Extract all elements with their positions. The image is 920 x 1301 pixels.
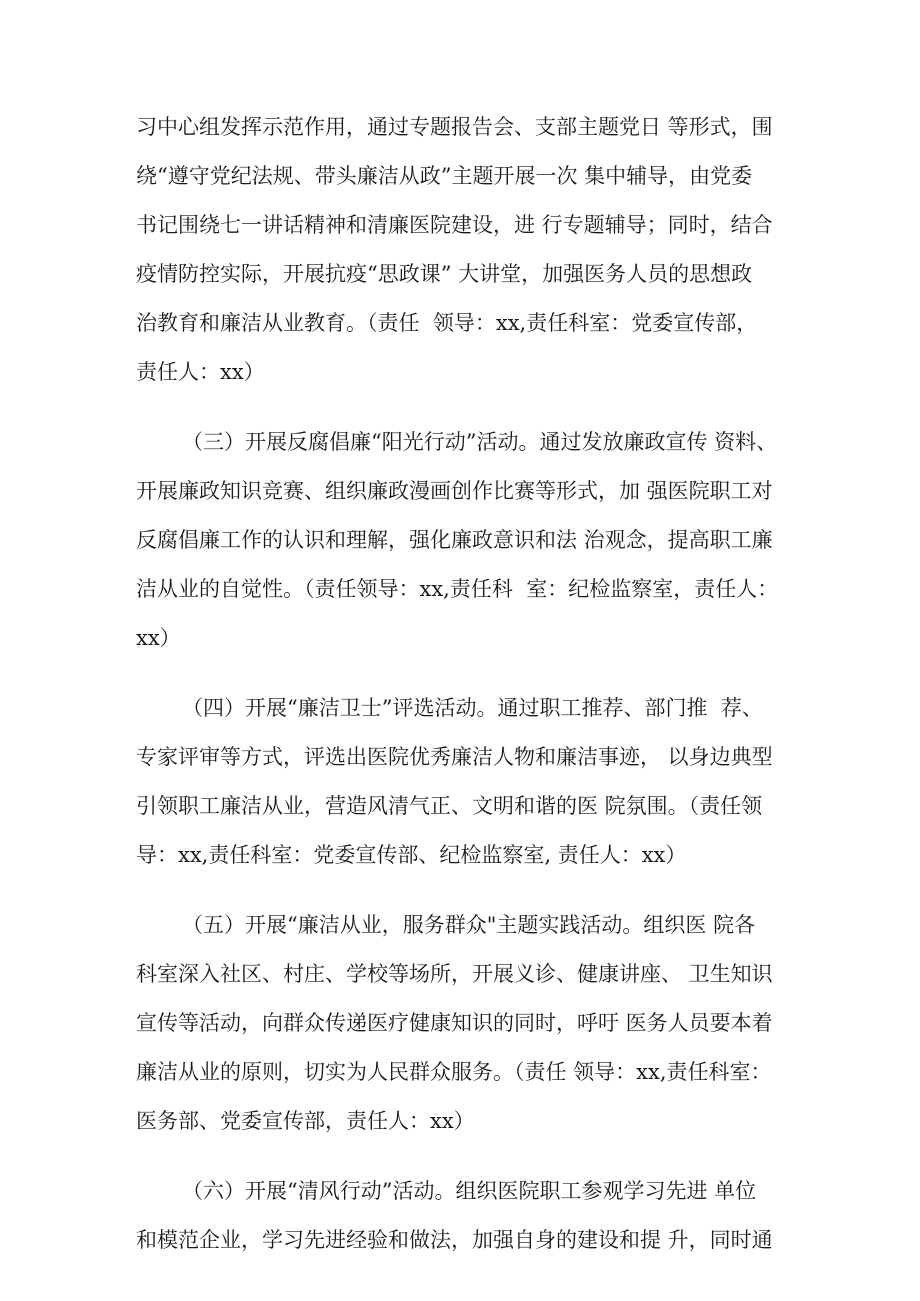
text-line: 和模范企业，学习先进经验和做法，加强自身的建设和提 升，同时通 xyxy=(136,1228,773,1252)
text-line: xx） xyxy=(136,626,181,650)
text-line: 洁从业的自觉性。（责任领导：xx,责任科 室：纪检监察室，责任人： xyxy=(136,577,779,601)
text-line: 宣传等活动，向群众传递医疗健康知识的同时，呼吁 医务人员要本着 xyxy=(136,1011,773,1035)
text-line: 引领职工廉洁从业，营造风清气正、文明和谐的医 院氛围。（责任领 xyxy=(136,794,763,818)
text-line: 绕“遵守党纪法规、带头廉洁从政”主题开展一次 集中辅导，由党委 xyxy=(136,164,753,188)
text-line: （三）开展反腐倡廉“阳光行动”活动。通过发放廉政宣传 资料、 xyxy=(182,430,778,454)
text-line: 反腐倡廉工作的认识和理解，强化廉政意识和法 治观念，提高职工廉 xyxy=(136,528,773,552)
text-line: 书记围绕七一讲话精神和清廉医院建设，进 行专题辅导；同时，结合 xyxy=(136,213,773,237)
text-line: 习中心组发挥示范作用，通过专题报告会、支部主题党日 等形式，围 xyxy=(136,115,773,139)
text-line: 治教育和廉洁从业教育。（责任 领导：xx,责任科室：党委宣传部， xyxy=(136,311,758,335)
text-line: 廉洁从业的原则，切实为人民群众服务。（责任 领导：xx,责任科室： xyxy=(136,1060,772,1084)
text-line: 科室深入社区、村庄、学校等场所，开展义诊、健康讲座、 卫生知识 xyxy=(136,962,773,986)
text-line: （六）开展“清风行动”活动。组织医院职工参观学习先进 单位 xyxy=(182,1179,757,1203)
text-line: 导：xx,责任科室：党委宣传部、纪检监察室, 责任人：xx） xyxy=(136,843,687,867)
text-line: 专家评审等方式，评选出医院优秀廉洁人物和廉洁事迹， 以身边典型 xyxy=(136,745,773,769)
text-line: 疫情防控实际，开展抗疫“思政课” 大讲堂，加强医务人员的思想政 xyxy=(136,262,753,286)
text-line: 开展廉政知识竞赛、组织廉政漫画创作比赛等形式，加 强医院职工对 xyxy=(136,479,773,503)
text-line: 医务部、党委宣传部，责任人：xx） xyxy=(136,1109,475,1133)
text-line: （四）开展“廉洁卫士”评选活动。通过职工推荐、部门推 荐、 xyxy=(182,696,763,720)
text-line: （五）开展“廉洁从业，服务群众"主题实践活动。组织医 院各 xyxy=(182,913,756,937)
text-line: 责任人：xx） xyxy=(136,360,265,384)
